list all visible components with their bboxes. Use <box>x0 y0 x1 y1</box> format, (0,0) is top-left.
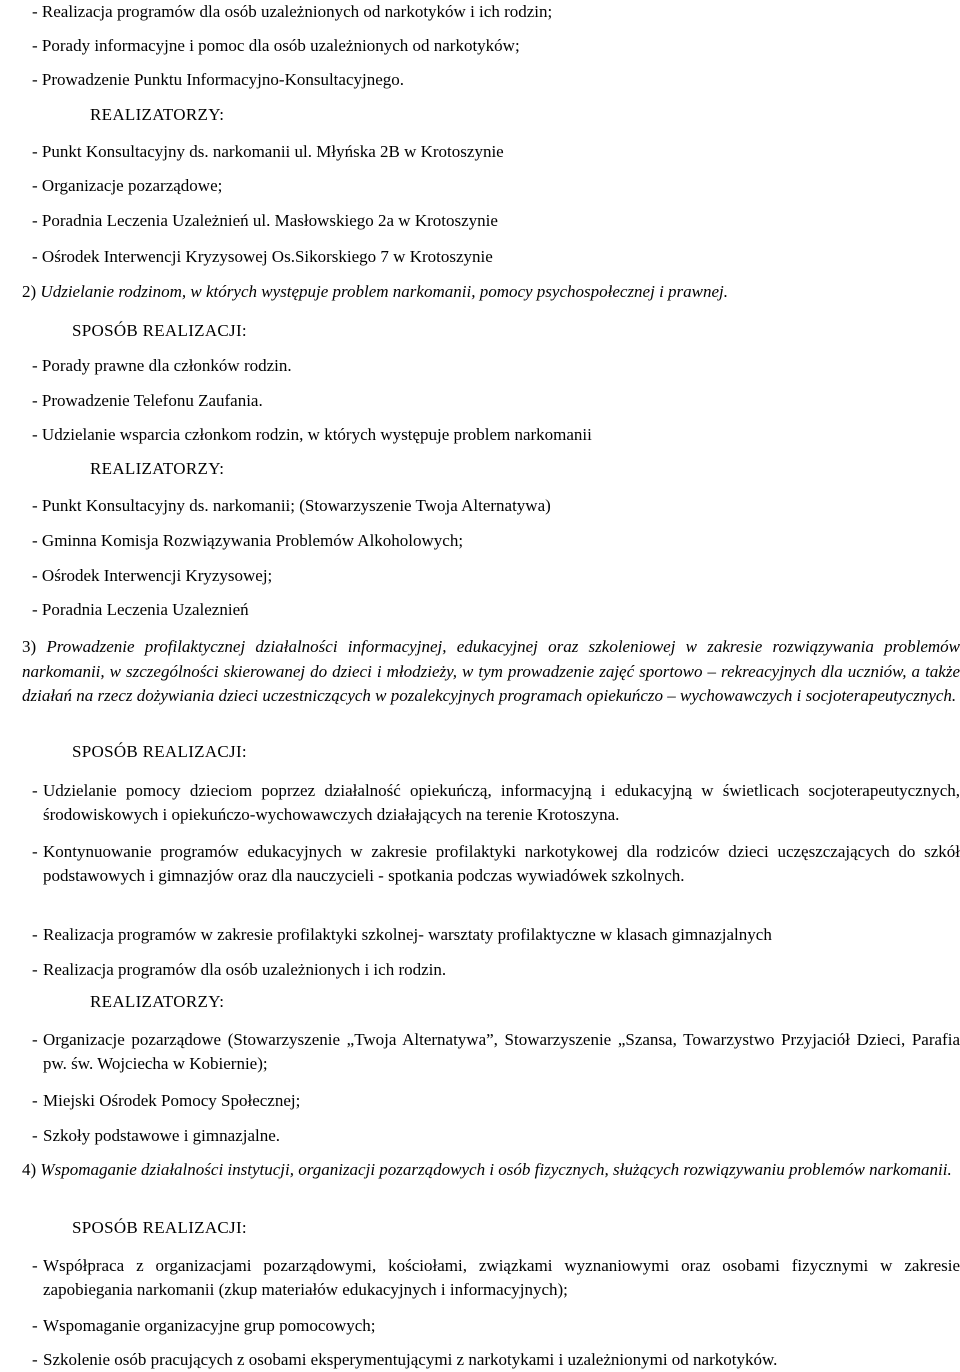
list-item: - Porady informacyjne i pomoc dla osób uzależnionych od narkotyków; <box>32 36 520 55</box>
dash-marker: - <box>32 1126 38 1145</box>
dash-marker: - <box>32 1316 38 1335</box>
dash-marker: - <box>32 842 38 861</box>
list-item: - Poradnia Leczenia Uzależnień ul. Masłowskiego 2a w Krotoszynie <box>32 211 498 230</box>
realizatorzy-heading: REALIZATORZY: <box>90 992 225 1011</box>
list-item <box>32 958 960 982</box>
item-text: Udzielanie pomocy dzieciom poprzez działalność opiekuńczą, informacyjną i edukacyjną w świetlicach socjoterapeutycznych, środowiskowych i opiekuńczo-wychowawczych działających na terenie Krotoszyna. <box>43 781 960 824</box>
sposob-heading: SPOSÓB REALIZACJI: <box>72 321 247 340</box>
list-item: - Ośrodek Interwencji Kryzysowej Os.Sikorskiego 7 w Krotoszynie <box>32 247 493 266</box>
realizatorzy-heading: REALIZATORZY: <box>90 459 225 478</box>
list-item: - Punkt Konsultacyjny ds. narkomanii; (Stowarzyszenie Twoja Alternatywa) <box>32 496 551 515</box>
item-text: Organizacje pozarządowe (Stowarzyszenie „Twoja Alternatywa”, Stowarzyszenie „Szansa, Towarzystwo Przyjaciół Dzieci, Parafia pw. św. Wojciecha w Kobiernie); <box>43 1030 960 1073</box>
section-title-text: Udzielanie rodzinom, w których występuje problem narkomanii, pomocy psychospołecznej i prawnej. <box>40 282 729 301</box>
sposob-heading: SPOSÓB REALIZACJI: <box>72 742 247 761</box>
dash-marker: - <box>32 1091 38 1110</box>
section-number: 3) <box>22 637 37 656</box>
dash-marker: - <box>32 1256 38 1275</box>
list-item: - Udzielanie wsparcia członkom rodzin, w których występuje problem narkomanii <box>32 425 592 444</box>
list-item <box>32 840 960 888</box>
item-text: Współpraca z organizacjami pozarządowymi, kościołami, związkami wyznaniowymi oraz osobami fizycznymi w zakresie zapobiegania narkomanii (zkup materiałów edukacyjnych i informacyjnych); <box>43 1256 960 1299</box>
list-item <box>32 1028 960 1076</box>
list-item: - Poradnia Leczenia Uzaleznień <box>32 600 249 619</box>
list-item: - Porady prawne dla członków rodzin. <box>32 356 292 375</box>
list-item <box>32 1314 960 1338</box>
list-item <box>32 1124 960 1148</box>
list-item <box>32 1348 960 1372</box>
dash-marker: - <box>32 925 38 944</box>
list-item: - Gminna Komisja Rozwiązywania Problemów Alkoholowych; <box>32 531 464 550</box>
list-item: - Punkt Konsultacyjny ds. narkomanii ul. Młyńska 2B w Krotoszynie <box>32 142 504 161</box>
dash-marker: - <box>32 1350 38 1369</box>
section-number: 4) <box>22 1160 37 1179</box>
dash-marker: - <box>32 960 38 979</box>
list-item <box>32 1089 960 1113</box>
item-text: Kontynuowanie programów edukacyjnych w zakresie profilaktyki narkotykowej dla rodziców dzieci uczęszczających do szkół podstawowych i gimnazjów oraz dla nauczycieli - spotkania podczas wywiadówek szkolnych. <box>43 842 960 885</box>
section-4-title <box>22 1158 960 1183</box>
list-item: - Realizacja programów dla osób uzależnionych od narkotyków i ich rodzin; <box>32 2 553 21</box>
dash-marker: - <box>32 1030 38 1049</box>
list-item <box>32 779 960 827</box>
list-item: - Ośrodek Interwencji Kryzysowej; <box>32 566 273 585</box>
section-title-text: Wspomaganie działalności instytucji, organizacji pozarządowych i osób fizycznych, służących rozwiązywaniu problemów narkomanii. <box>40 1160 952 1179</box>
item-text: Szkoły podstawowe i gimnazjalne. <box>43 1126 281 1145</box>
section-title-text: Prowadzenie profilaktycznej działalności informacyjnej, edukacyjnej oraz szkoleniowej w zakresie rozwiązywania problemów narkomanii, w szczególności skierowanej do dzieci i młodzieży, w tym prowadzenie zajęć sportowo – rekreacyjnych dla uczniów, a także działań na rzecz dożywiania dzieci uczestniczących w pozalekcyjnych programach opiekuńczo – wychowawczych i socjoterapeutycznych. <box>22 637 960 705</box>
item-text: Realizacja programów w zakresie profilaktyki szkolnej- warsztaty profilaktyczne w klasach gimnazjalnych <box>43 925 772 944</box>
item-text: Szkolenie osób pracujących z osobami eksperymentującymi z narkotykami i uzależnionymi od narkotyków. <box>43 1350 778 1369</box>
list-item: - Prowadzenie Telefonu Zaufania. <box>32 391 263 410</box>
list-item: - Prowadzenie Punktu Informacyjno-Konsultacyjnego. <box>32 70 405 89</box>
sposob-heading: SPOSÓB REALIZACJI: <box>72 1218 247 1237</box>
item-text: Realizacja programów dla osób uzależnionych i ich rodzin. <box>43 960 447 979</box>
section-number: 2) <box>22 282 37 301</box>
list-item: - Organizacje pozarządowe; <box>32 176 223 195</box>
item-text: Miejski Ośrodek Pomocy Społecznej; <box>43 1091 301 1110</box>
realizatorzy-heading: REALIZATORZY: <box>90 105 225 124</box>
section-2-title <box>22 280 960 305</box>
item-text: Wspomaganie organizacyjne grup pomocowych; <box>43 1316 376 1335</box>
section-3-title <box>22 635 960 709</box>
list-item <box>32 1254 960 1302</box>
list-item <box>32 923 960 947</box>
dash-marker: - <box>32 781 38 800</box>
